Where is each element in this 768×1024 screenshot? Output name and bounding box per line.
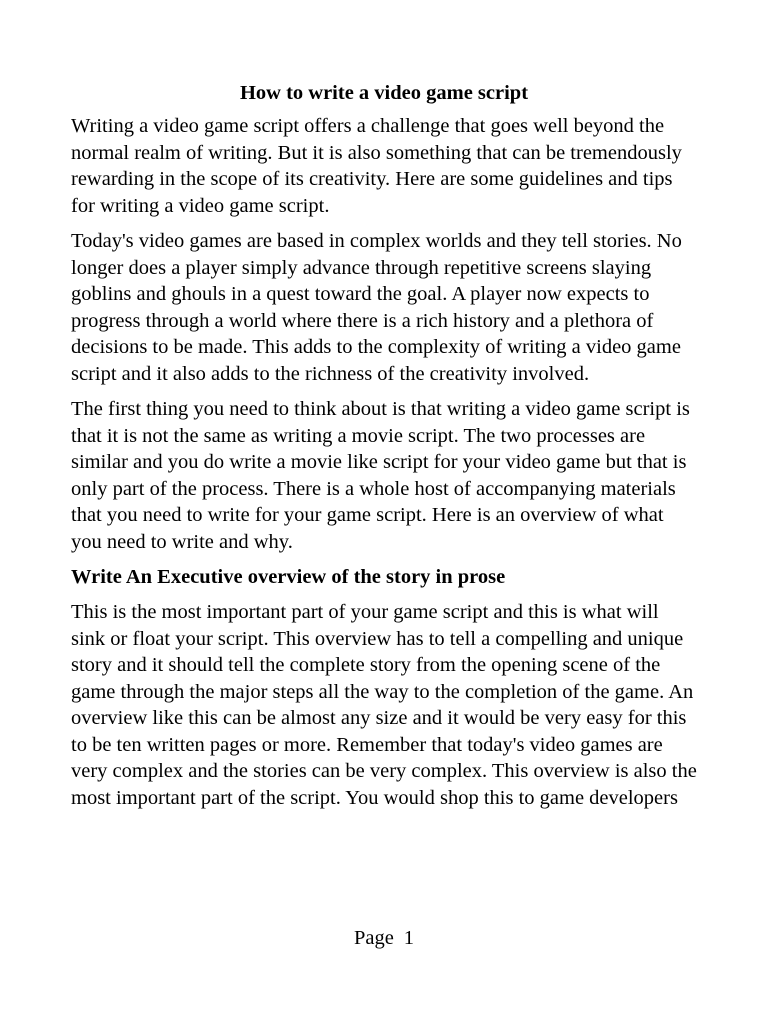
- document-page: [71, 80, 697, 820]
- page-number: 1: [403, 927, 415, 949]
- paragraph-complex-worlds: Today's video games are based in complex worlds and they tell stories. No longer does a player simply advance through repetitive screens slaying goblins and ghouls in a quest toward the goal. A player now expects to progress through a world where there is a rich history and a plethora of decisions to be made. This adds to the complexity of writing a video game script and it also adds to the richness of the creativity involved.: [71, 230, 682, 385]
- paragraph-intro: Writing a video game script offers a challenge that goes well beyond the normal realm of writing. But it is also something that can be tremendously rewarding in the scope of its creativity. Here are some guidelines and tips for writing a video game script.: [71, 115, 682, 217]
- page-footer: [0, 925, 768, 951]
- section-heading-executive-overview: Write An Executive overview of the story in prose: [71, 566, 506, 588]
- paragraph-executive-overview: This is the most important part of your game script and this is what will sink or float your script. This overview has to tell a compelling and unique story and it should tell the complete story from the opening scene of the game through the major steps all the way to the completion of the game. An overview like this can be almost any size and it would be very easy for this to be ten written pages or more. Remember that today's video games are very complex and the stories can be very complex. This overview is also the most important part of the script. You would shop this to game developers: [71, 601, 697, 809]
- document-title: How to write a video game script: [239, 82, 529, 104]
- page-label: Page: [353, 927, 394, 949]
- paragraph-not-movie-script: The first thing you need to think about is that writing a video game script is that it is not the same as writing a movie script. The two processes are similar and you do write a movie like script for your video game but that is only part of the process. There is a whole host of accompanying materials that you need to write for your game script. Here is an overview of what you need to write and why.: [71, 398, 690, 553]
